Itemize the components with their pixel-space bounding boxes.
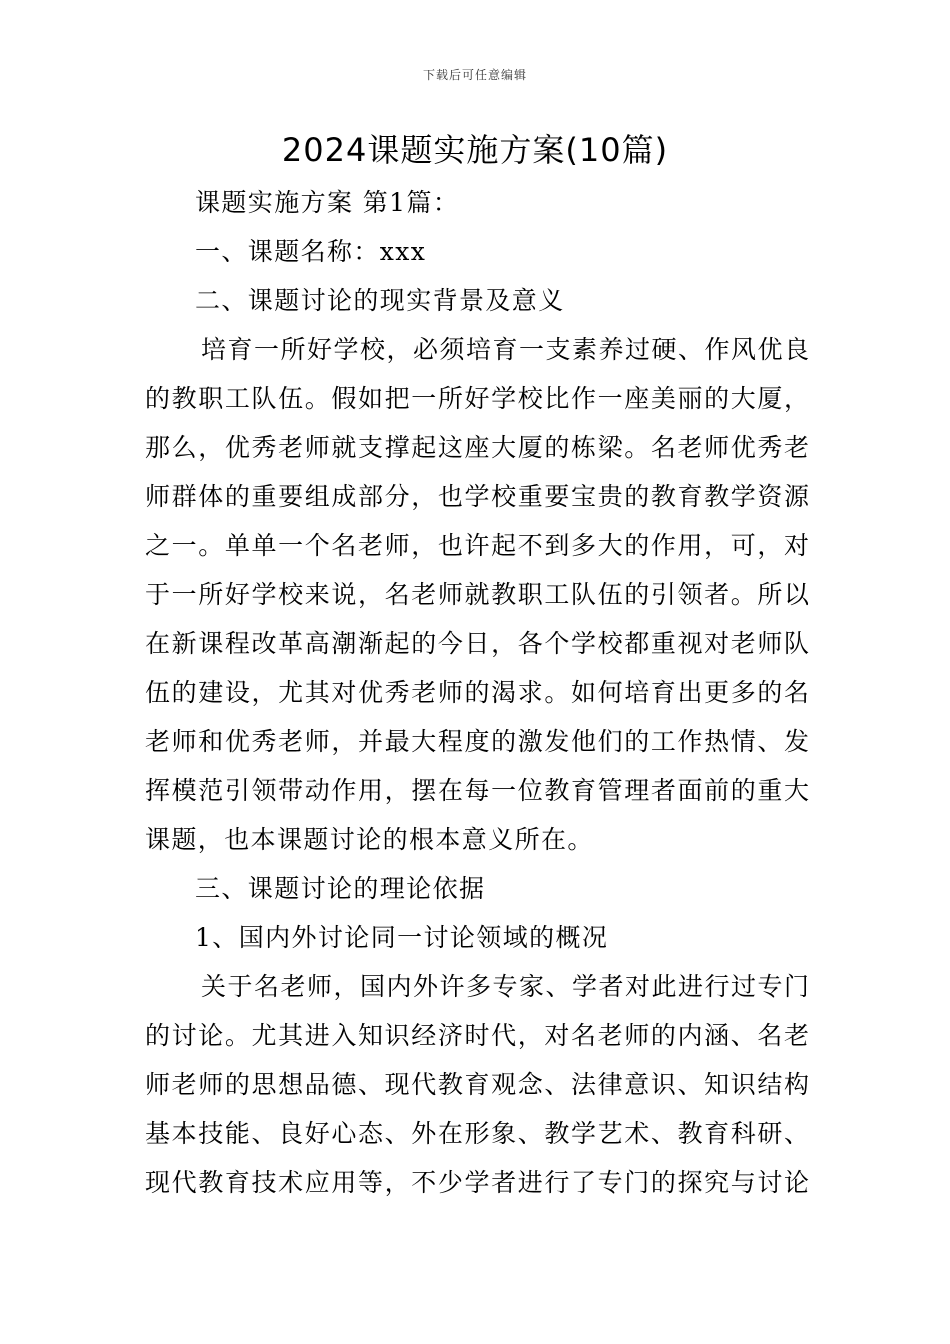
document-body	[145, 178, 809, 1207]
paragraph-line: 挥模范引领带动作用，摆在每一位教育管理者面前的重大	[145, 776, 809, 805]
paragraph-line: 师老师的思想品德、现代教育观念、法律意识、知识结构	[145, 1070, 809, 1099]
paragraph-line: 在新课程改革高潮渐起的今日，各个学校都重视对老师队	[145, 629, 809, 658]
paragraph-line: 培育一所好学校，必须培育一支素养过硬、作风优良	[201, 335, 809, 364]
section-heading-part1: 课题实施方案 第1篇：	[195, 188, 460, 217]
document-title: 2024课题实施方案(10篇)	[281, 131, 669, 169]
paragraph-line: 老师和优秀老师，并最大程度的激发他们的工作热情、发	[145, 727, 809, 756]
paragraph-line: 那么，优秀老师就支撑起这座大厦的栋梁。名老师优秀老	[145, 433, 809, 462]
paragraph-line: 关于名老师，国内外许多专家、学者对此进行过专门	[201, 972, 809, 1001]
topic-name-line: 一、课题名称：xxx	[195, 237, 427, 266]
paragraph-line: 的讨论。尤其进入知识经济时代，对名老师的内涵、名老	[145, 1021, 809, 1050]
paragraph-line: 的教职工队伍。假如把一所好学校比作一座美丽的大厦，	[145, 384, 809, 413]
header-note: 下载后可任意编辑	[422, 68, 527, 82]
paragraph-line: 之一。单单一个名老师，也许起不到多大的作用，可，对	[145, 531, 809, 560]
theory-heading: 三、课题讨论的理论依据	[195, 874, 486, 903]
paragraph-line: 于一所好学校来说，名老师就教职工队伍的引领者。所以	[145, 580, 809, 609]
background-heading: 二、课题讨论的现实背景及意义	[195, 286, 565, 315]
paragraph-line: 基本技能、良好心态、外在形象、教学艺术、教育科研、	[145, 1119, 809, 1148]
paragraph-line: 现代教育技术应用等，不少学者进行了专门的探究与讨论	[145, 1168, 809, 1197]
paragraph-line: 伍的建设，尤其对优秀老师的渴求。如何培育出更多的名	[145, 678, 809, 707]
paragraph-line: 师群体的重要组成部分，也学校重要宝贵的教育教学资源	[145, 482, 809, 511]
paragraph-line: 课题，也本课题讨论的根本意义所在。	[145, 825, 594, 854]
subheading-overview: 1、国内外讨论同一讨论领域的概况	[195, 923, 609, 952]
